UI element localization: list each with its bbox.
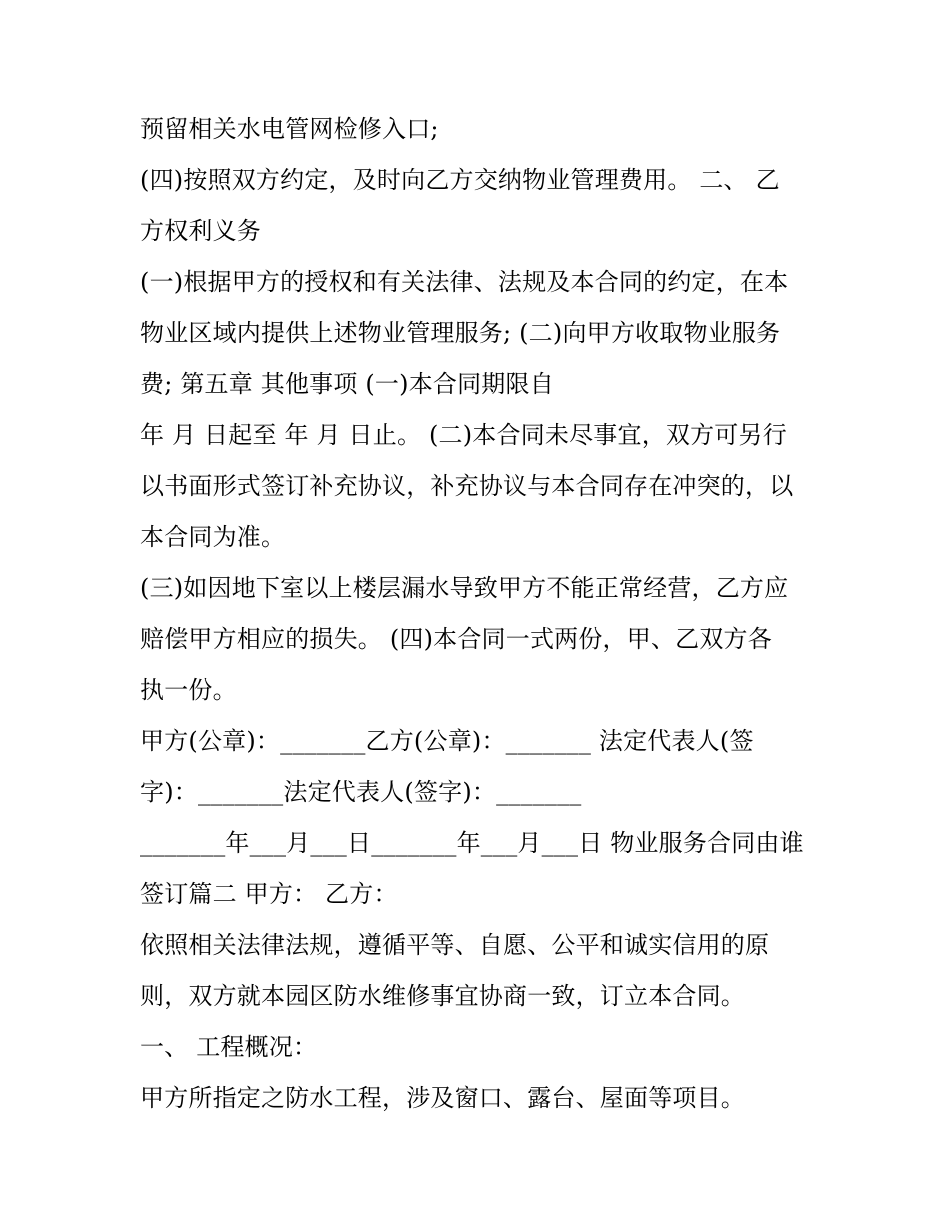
text-line: 字)：_______法定代表人(签字)：_______ [140,778,582,806]
text-line: 一、 工程概况： [140,1033,318,1061]
text-line: 执一份。 [140,676,237,704]
text-line: 则，双方就本园区防水维修事宜协商一致，订立本合同。 [140,982,745,1010]
text-line: 物业区域内提供上述物业管理服务; (二)向甲方收取物业服务 [140,319,781,347]
text-line: 费; 第五章 其他事项 (一)本合同期限自 [140,370,554,398]
text-line: 签订篇二 甲方： 乙方： [140,880,398,908]
text-line: 本合同为准。 [140,523,286,551]
text-line: 甲方所指定之防水工程，涉及窗口、露台、屋面等项目。 [140,1084,745,1112]
text-line: (一)根据甲方的授权和有关法律、法规及本合同的约定，在本 [140,268,789,296]
text-line: 以书面形式签订补充协议，补充协议与本合同存在冲突的，以 [140,472,794,500]
text-line: (四)按照双方约定，及时向乙方交纳物业管理费用。 二、 乙 [140,166,780,194]
contract-text [140,104,820,1124]
text-line: (三)如因地下室以上楼层漏水导致甲方不能正常经营，乙方应 [140,574,789,602]
text-line: 甲方(公章)：_______乙方(公章)：_______ 法定代表人(签 [140,727,754,755]
text-line: _______年___月___日_______年___月___日 物业服务合同由谁 [140,829,804,857]
text-line: 年 月 日起至 年 月 日止。 (二)本合同未尽事宜，双方可另行 [140,421,787,449]
text-line: 预留相关水电管网检修入口; [140,115,439,143]
text-line: 依照相关法律法规，遵循平等、自愿、公平和诚实信用的原 [140,931,770,959]
text-line: 赔偿甲方相应的损失。 (四)本合同一式两份，甲、乙双方各 [140,625,772,653]
text-line: 方权利义务 [140,217,261,245]
